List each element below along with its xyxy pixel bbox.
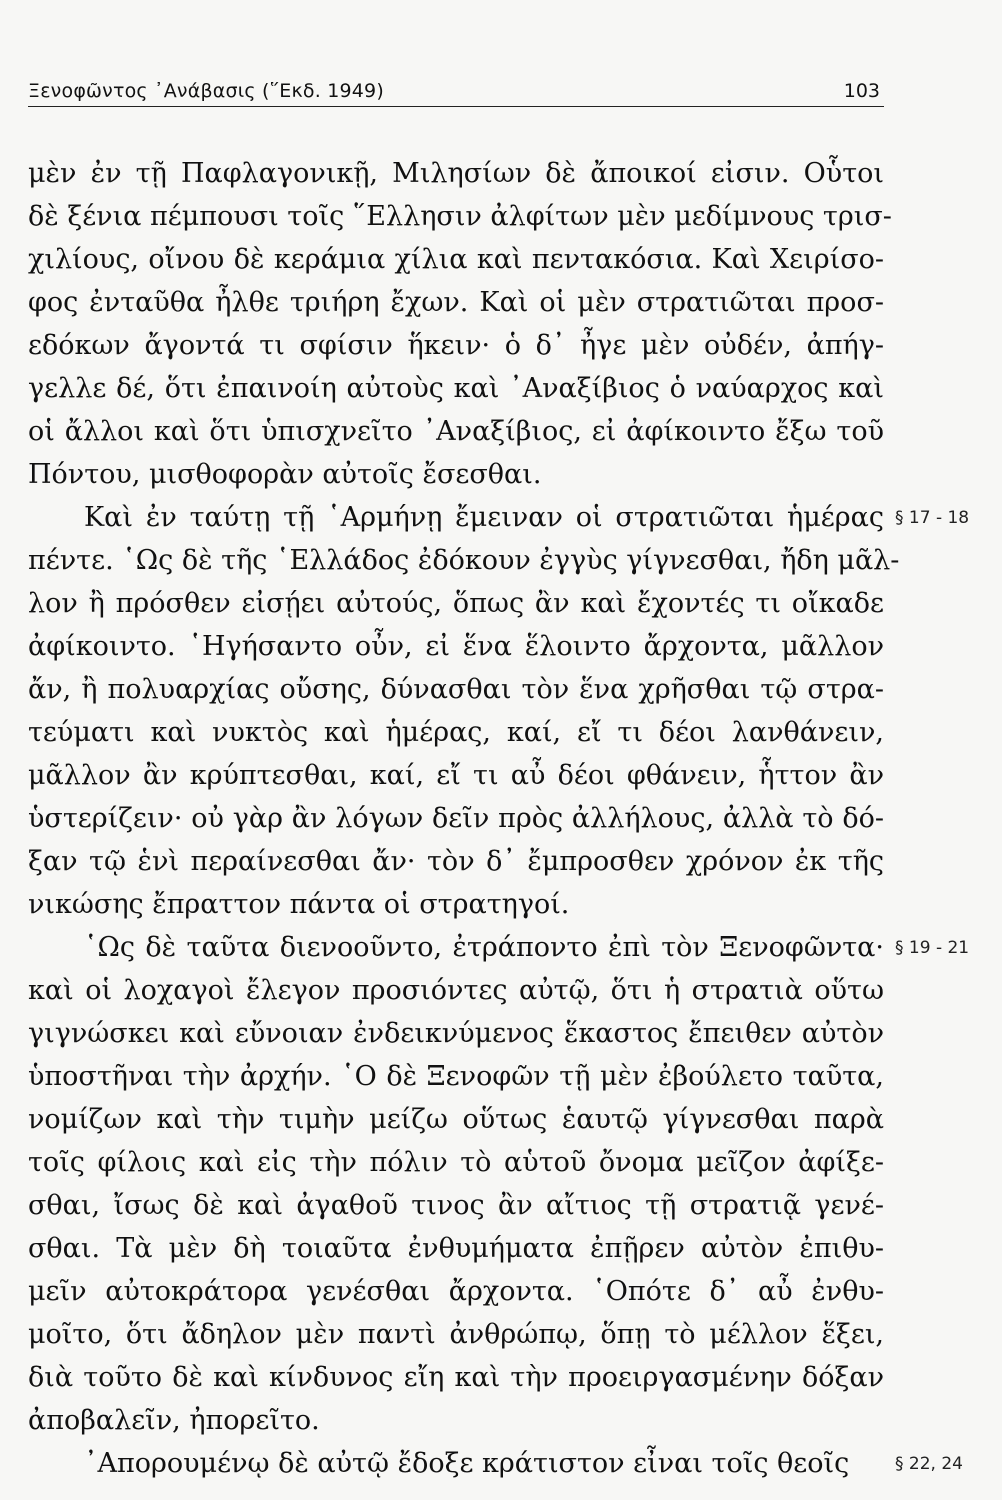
text-line: μοῖτο, ὅτι ἄδηλον μὲν παντὶ ἀνθρώπῳ, ὅπῃ τὸ μέλλον ἕξει, xyxy=(28,1319,884,1350)
text-line: χιλίους, οἴνου δὲ κεράμια χίλια καὶ πεντακόσια. Καὶ Χειρίσο- xyxy=(28,244,884,275)
text-line: σθαι. Τὰ μὲν δὴ τοιαῦτα ἐνθυμήματα ἐπῇρεν αὐτὸν ἐπιθυ- xyxy=(28,1233,884,1264)
text-line: ῾Ως δὲ ταῦτα διενοοῦντο, ἐτράποντο ἐπὶ τὸν Ξενοφῶντα· xyxy=(84,932,884,963)
margin-section-ref: § 17 - 18 xyxy=(895,508,970,528)
text-line: μὲν ἐν τῇ Παφλαγονικῇ, Μιλησίων δὲ ἄποικοί εἰσιν. Οὗτοι xyxy=(28,158,884,189)
text-line: νομίζων καὶ τὴν τιμὴν μείζω οὕτως ἑαυτῷ γίγνεσθαι παρὰ xyxy=(28,1104,884,1135)
text-line: ᾿Απορουμένῳ δὲ αὐτῷ ἔδοξε κράτιστον εἶναι τοῖς θεοῖς xyxy=(84,1448,850,1479)
text-line: διὰ τοῦτο δὲ καὶ κίνδυνος εἴη καὶ τὴν προειργασμένην δόξαν xyxy=(28,1362,884,1393)
text-line: σθαι, ἴσως δὲ καὶ ἀγαθοῦ τινος ἂν αἴτιος τῇ στρατιᾷ γενέ- xyxy=(28,1190,884,1221)
margin-section-ref: § 22, 24 xyxy=(895,1454,963,1474)
text-line: Πόντου, μισθοφορὰν αὐτοῖς ἔσεσθαι. xyxy=(28,459,542,490)
text-line: ὑποστῆναι τὴν ἀρχήν. ῾Ο δὲ Ξενοφῶν τῇ μὲν ἐβούλετο ταῦτα, xyxy=(28,1061,884,1092)
text-line: γελλε δέ, ὅτι ἐπαινοίη αὐτοὺς καὶ ᾿Αναξίβιος ὁ ναύαρχος καὶ xyxy=(28,373,884,404)
text-line: φος ἐνταῦθα ἦλθε τριήρη ἔχων. Καὶ οἱ μὲν στρατιῶται προσ- xyxy=(28,287,884,318)
running-header xyxy=(28,76,884,107)
text-line: ἀποβαλεῖν, ἠπορεῖτο. xyxy=(28,1405,320,1436)
text-line: δὲ ξένια πέμπουσι τοῖς ῞Ελλησιν ἀλφίτων μὲν μεδίμνους τρισ- xyxy=(28,201,892,232)
text-line: μεῖν αὐτοκράτορα γενέσθαι ἄρχοντα. ῾Οπότε δ᾿ αὖ ἐνθυ- xyxy=(28,1276,884,1307)
text-line: Καὶ ἐν ταύτῃ τῇ ῾Αρμήνῃ ἔμειναν οἱ στρατιῶται ἡμέρας xyxy=(84,502,884,533)
text-line: ξαν τῷ ἑνὶ περαίνεσθαι ἄν· τὸν δ᾿ ἔμπροσθεν χρόνον ἐκ τῆς xyxy=(28,846,884,877)
text-line: καὶ οἱ λοχαγοὶ ἔλεγον προσιόντες αὐτῷ, ὅτι ἡ στρατιὰ οὕτω xyxy=(28,975,884,1006)
text-line: μᾶλλον ἂν κρύπτεσθαι, καί, εἴ τι αὖ δέοι φθάνειν, ἧττον ἂν xyxy=(28,760,884,791)
text-line: γιγνώσκει καὶ εὔνοιαν ἐνδεικνύμενος ἕκαστος ἔπειθεν αὐτὸν xyxy=(28,1018,884,1049)
text-line: τεύματι καὶ νυκτὸς καὶ ἡμέρας, καί, εἴ τι δέοι λανθάνειν, xyxy=(28,717,884,748)
text-line: οἱ ἄλλοι καὶ ὅτι ὑπισχνεῖτο ᾿Αναξίβιος, εἰ ἀφίκοιντο ἔξω τοῦ xyxy=(28,416,884,447)
text-line: λον ἢ πρόσθεν εἰσῄει αὐτούς, ὅπως ἂν καὶ ἔχοντές τι οἴκαδε xyxy=(28,588,884,619)
text-line: νικώσης ἔπραττον πάντα οἱ στρατηγοί. xyxy=(28,889,570,920)
text-line: εδόκων ἄγοντά τι σφίσιν ἥκειν· ὁ δ᾿ ἦγε μὲν οὐδέν, ἀπήγ- xyxy=(28,330,884,361)
running-title: Ξενοφῶντος ᾿Ανάβασις (῞Εκδ. 1949) xyxy=(28,80,384,102)
text-line: πέντε. ῾Ως δὲ τῆς ῾Ελλάδος ἐδόκουν ἐγγὺς γίγνεσθαι, ἤδη μᾶλ- xyxy=(28,545,900,576)
text-line: ἀφίκοιντο. ῾Ηγήσαντο οὖν, εἰ ἕνα ἕλοιντο ἄρχοντα, μᾶλλον xyxy=(28,631,884,662)
page-number: 103 xyxy=(843,80,880,102)
text-line: τοῖς φίλοις καὶ εἰς τὴν πόλιν τὸ αὑτοῦ ὄνομα μεῖζον ἀφίξε- xyxy=(28,1147,884,1178)
margin-section-ref: § 19 - 21 xyxy=(895,938,970,958)
text-line: ὑστερίζειν· οὐ γὰρ ἂν λόγων δεῖν πρὸς ἀλλήλους, ἀλλὰ τὸ δό- xyxy=(28,803,884,834)
text-line: ἄν, ἢ πολυαρχίας οὔσης, δύνασθαι τὸν ἕνα χρῆσθαι τῷ στρα- xyxy=(28,674,884,705)
